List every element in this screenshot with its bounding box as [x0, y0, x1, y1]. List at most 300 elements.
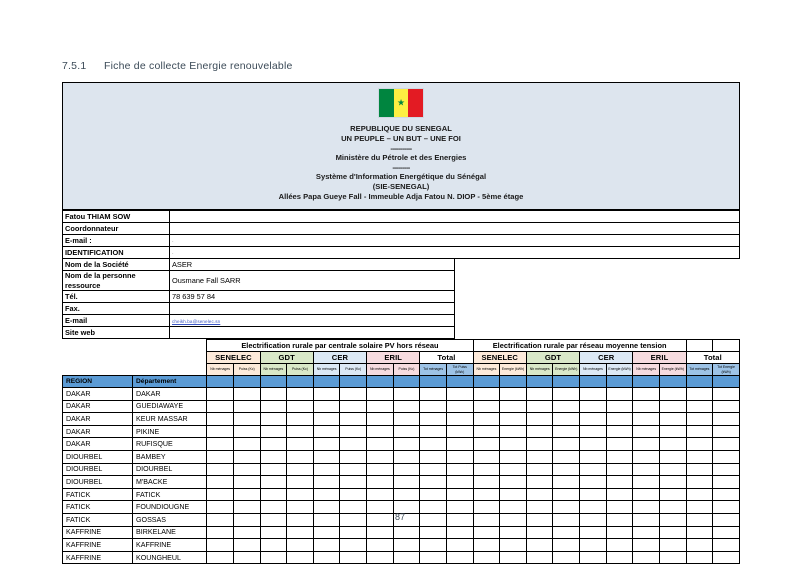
fax-value[interactable]: [170, 303, 455, 315]
data-cell-r11-c16[interactable]: [633, 526, 660, 539]
data-cell-r11-c5[interactable]: [340, 526, 367, 539]
data-cell-r11-c18[interactable]: [686, 526, 713, 539]
data-cell-r12-c13[interactable]: [553, 539, 580, 552]
data-cell-r11-c1[interactable]: [233, 526, 260, 539]
data-cell-r2-c18[interactable]: [686, 413, 713, 426]
data-cell-r12-c10[interactable]: [473, 539, 500, 552]
data-cell-r3-c7[interactable]: [393, 425, 420, 438]
data-cell-r8-c7[interactable]: [393, 488, 420, 501]
data-cell-r13-c18[interactable]: [686, 551, 713, 564]
data-cell-r2-c4[interactable]: [313, 413, 340, 426]
data-cell-r0-c3[interactable]: [287, 388, 314, 401]
data-cell-r7-c19[interactable]: [713, 476, 740, 489]
data-cell-r6-c16[interactable]: [633, 463, 660, 476]
data-cell-r3-c18[interactable]: [686, 425, 713, 438]
data-cell-r0-c4[interactable]: [313, 388, 340, 401]
departement-cell: GUEDIAWAYE: [133, 400, 207, 413]
data-cell-r5-c18[interactable]: [686, 450, 713, 463]
data-cell-r0-c5[interactable]: [340, 388, 367, 401]
data-cell-r3-c15[interactable]: [606, 425, 633, 438]
data-cell-r6-c13[interactable]: [553, 463, 580, 476]
data-cell-r7-c9[interactable]: [446, 476, 473, 489]
region-header-spacer-15: [606, 376, 633, 388]
group-title-mt: Electrification rurale par réseau moyenne tension: [473, 340, 686, 352]
data-cell-r1-c8[interactable]: [420, 400, 447, 413]
data-cell-r11-c0[interactable]: [207, 526, 234, 539]
data-cell-r13-c0[interactable]: [207, 551, 234, 564]
data-cell-r7-c11[interactable]: [500, 476, 527, 489]
data-cell-r12-c1[interactable]: [233, 539, 260, 552]
data-cell-r4-c18[interactable]: [686, 438, 713, 451]
data-cell-r8-c16[interactable]: [633, 488, 660, 501]
data-cell-r7-c2[interactable]: [260, 476, 287, 489]
identification-section-blank: [170, 247, 740, 259]
data-cell-r3-c1[interactable]: [233, 425, 260, 438]
data-cell-r2-c6[interactable]: [367, 413, 394, 426]
data-cell-r8-c11[interactable]: [500, 488, 527, 501]
departement-cell: FOUNDIOUGNE: [133, 501, 207, 514]
data-cell-r3-c10[interactable]: [473, 425, 500, 438]
data-cell-r12-c0[interactable]: [207, 539, 234, 552]
data-cell-r4-c1[interactable]: [233, 438, 260, 451]
data-cell-r2-c9[interactable]: [446, 413, 473, 426]
data-cell-r13-c10[interactable]: [473, 551, 500, 564]
grid-operator-row: [63, 352, 740, 364]
data-cell-r4-c0[interactable]: [207, 438, 234, 451]
data-cell-r12-c3[interactable]: [287, 539, 314, 552]
data-cell-r1-c6[interactable]: [367, 400, 394, 413]
subheader-mt-0: Nb ménages: [473, 364, 500, 376]
data-cell-r1-c18[interactable]: [686, 400, 713, 413]
data-cell-r12-c7[interactable]: [393, 539, 420, 552]
data-cell-r5-c8[interactable]: [420, 450, 447, 463]
data-cell-r13-c15[interactable]: [606, 551, 633, 564]
data-cell-r13-c19[interactable]: [713, 551, 740, 564]
data-cell-r4-c19[interactable]: [713, 438, 740, 451]
data-cell-r8-c12[interactable]: [526, 488, 553, 501]
data-cell-r0-c18[interactable]: [686, 388, 713, 401]
data-cell-r13-c13[interactable]: [553, 551, 580, 564]
data-cell-r11-c17[interactable]: [659, 526, 686, 539]
data-cell-r3-c5[interactable]: [340, 425, 367, 438]
data-cell-r8-c19[interactable]: [713, 488, 740, 501]
data-cell-r7-c14[interactable]: [580, 476, 607, 489]
data-cell-r5-c9[interactable]: [446, 450, 473, 463]
data-cell-r8-c0[interactable]: [207, 488, 234, 501]
data-cell-r0-c12[interactable]: [526, 388, 553, 401]
data-cell-r5-c14[interactable]: [580, 450, 607, 463]
data-cell-r1-c2[interactable]: [260, 400, 287, 413]
data-cell-r5-c12[interactable]: [526, 450, 553, 463]
data-cell-r5-c13[interactable]: [553, 450, 580, 463]
letterhead: [62, 82, 740, 210]
data-cell-r2-c19[interactable]: [713, 413, 740, 426]
subheader-pv-6: Nb ménages: [367, 364, 394, 376]
grid-body: [63, 388, 740, 564]
data-cell-r1-c16[interactable]: [633, 400, 660, 413]
data-cell-r0-c11[interactable]: [500, 388, 527, 401]
data-cell-r2-c0[interactable]: [207, 413, 234, 426]
data-cell-r12-c17[interactable]: [659, 539, 686, 552]
data-cell-r2-c10[interactable]: [473, 413, 500, 426]
data-cell-r4-c7[interactable]: [393, 438, 420, 451]
data-cell-r7-c10[interactable]: [473, 476, 500, 489]
data-cell-r6-c3[interactable]: [287, 463, 314, 476]
data-cell-r1-c14[interactable]: [580, 400, 607, 413]
data-cell-r3-c3[interactable]: [287, 425, 314, 438]
identification-filler: [455, 315, 740, 327]
data-cell-r13-c17[interactable]: [659, 551, 686, 564]
subheader-mt-6: Nb ménages: [633, 364, 660, 376]
identification-filler: [455, 259, 740, 271]
data-cell-r4-c15[interactable]: [606, 438, 633, 451]
data-cell-r2-c8[interactable]: [420, 413, 447, 426]
data-cell-r4-c10[interactable]: [473, 438, 500, 451]
operator-header-mt-eril: ERIL: [633, 352, 686, 364]
data-cell-r13-c8[interactable]: [420, 551, 447, 564]
data-cell-r7-c3[interactable]: [287, 476, 314, 489]
data-cell-r11-c2[interactable]: [260, 526, 287, 539]
data-cell-r1-c1[interactable]: [233, 400, 260, 413]
subheader-pv-9: Tot Puiss (kWc): [446, 364, 473, 376]
data-cell-r7-c5[interactable]: [340, 476, 367, 489]
data-cell-r5-c7[interactable]: [393, 450, 420, 463]
data-cell-r3-c17[interactable]: [659, 425, 686, 438]
data-cell-r1-c9[interactable]: [446, 400, 473, 413]
data-cell-r11-c3[interactable]: [287, 526, 314, 539]
data-cell-r8-c17[interactable]: [659, 488, 686, 501]
table-row: [63, 235, 740, 247]
data-cell-r5-c16[interactable]: [633, 450, 660, 463]
data-cell-r6-c5[interactable]: [340, 463, 367, 476]
data-cell-r5-c2[interactable]: [260, 450, 287, 463]
data-cell-r2-c16[interactable]: [633, 413, 660, 426]
data-cell-r7-c6[interactable]: [367, 476, 394, 489]
data-cell-r2-c2[interactable]: [260, 413, 287, 426]
data-cell-r5-c11[interactable]: [500, 450, 527, 463]
data-cell-r11-c13[interactable]: [553, 526, 580, 539]
data-cell-r12-c2[interactable]: [260, 539, 287, 552]
data-cell-r3-c0[interactable]: [207, 425, 234, 438]
data-cell-r0-c9[interactable]: [446, 388, 473, 401]
data-cell-r7-c1[interactable]: [233, 476, 260, 489]
data-cell-r12-c15[interactable]: [606, 539, 633, 552]
data-cell-r4-c12[interactable]: [526, 438, 553, 451]
data-cell-r7-c18[interactable]: [686, 476, 713, 489]
data-cell-r7-c13[interactable]: [553, 476, 580, 489]
data-cell-r12-c19[interactable]: [713, 539, 740, 552]
data-cell-r4-c3[interactable]: [287, 438, 314, 451]
data-cell-r8-c5[interactable]: [340, 488, 367, 501]
data-cell-r2-c12[interactable]: [526, 413, 553, 426]
data-cell-r6-c7[interactable]: [393, 463, 420, 476]
data-cell-r7-c17[interactable]: [659, 476, 686, 489]
data-cell-r13-c16[interactable]: [633, 551, 660, 564]
subheader-pv-1: Puiss (Kc): [233, 364, 260, 376]
data-cell-r3-c4[interactable]: [313, 425, 340, 438]
site-web-value[interactable]: [170, 327, 455, 339]
data-cell-r2-c1[interactable]: [233, 413, 260, 426]
data-cell-r1-c11[interactable]: [500, 400, 527, 413]
data-cell-r11-c15[interactable]: [606, 526, 633, 539]
subheader-pv-4: Nb ménages: [313, 364, 340, 376]
data-cell-r6-c14[interactable]: [580, 463, 607, 476]
data-cell-r6-c18[interactable]: [686, 463, 713, 476]
data-cell-r1-c13[interactable]: [553, 400, 580, 413]
region-header-spacer-10: [473, 376, 500, 388]
data-cell-r1-c10[interactable]: [473, 400, 500, 413]
data-cell-r1-c3[interactable]: [287, 400, 314, 413]
data-cell-r0-c16[interactable]: [633, 388, 660, 401]
data-cell-r0-c2[interactable]: [260, 388, 287, 401]
data-cell-r4-c16[interactable]: [633, 438, 660, 451]
data-cell-r7-c0[interactable]: [207, 476, 234, 489]
data-cell-r12-c6[interactable]: [367, 539, 394, 552]
data-cell-r4-c14[interactable]: [580, 438, 607, 451]
data-cell-r8-c13[interactable]: [553, 488, 580, 501]
data-cell-r5-c5[interactable]: [340, 450, 367, 463]
data-cell-r1-c5[interactable]: [340, 400, 367, 413]
data-cell-r11-c19[interactable]: [713, 526, 740, 539]
data-cell-r0-c6[interactable]: [367, 388, 394, 401]
data-cell-r13-c14[interactable]: [580, 551, 607, 564]
data-cell-r12-c16[interactable]: [633, 539, 660, 552]
data-cell-r1-c15[interactable]: [606, 400, 633, 413]
email-value-cell[interactable]: [170, 315, 455, 327]
personne-ressource-value[interactable]: Ousmane Fall SARR: [170, 271, 455, 291]
contact-name-label: Fatou THIAM SOW: [63, 211, 170, 223]
email-link[interactable]: cheikh.ba@senelec.sn: [172, 319, 221, 324]
data-cell-r0-c0[interactable]: [207, 388, 234, 401]
region-header-spacer-7: [393, 376, 420, 388]
grid-corner-blank: [133, 352, 207, 364]
letterhead-line-5: (SIE-SENEGAL): [372, 182, 430, 191]
data-cell-r8-c1[interactable]: [233, 488, 260, 501]
data-cell-r11-c8[interactable]: [420, 526, 447, 539]
data-cell-r12-c11[interactable]: [500, 539, 527, 552]
data-cell-r13-c5[interactable]: [340, 551, 367, 564]
region-header-spacer-8: [420, 376, 447, 388]
data-cell-r8-c6[interactable]: [367, 488, 394, 501]
contact-role-blank: [170, 223, 740, 235]
contact-email-blank[interactable]: [170, 235, 740, 247]
subheader-pv-5: Puiss (Kc): [340, 364, 367, 376]
data-cell-r5-c15[interactable]: [606, 450, 633, 463]
data-cell-r6-c12[interactable]: [526, 463, 553, 476]
data-cell-r6-c0[interactable]: [207, 463, 234, 476]
operator-header-pv-cer: CER: [313, 352, 366, 364]
data-cell-r0-c1[interactable]: [233, 388, 260, 401]
data-cell-r7-c16[interactable]: [633, 476, 660, 489]
data-cell-r7-c15[interactable]: [606, 476, 633, 489]
data-cell-r8-c10[interactable]: [473, 488, 500, 501]
departement-cell: BIRKELANE: [133, 526, 207, 539]
data-cell-r5-c0[interactable]: [207, 450, 234, 463]
data-cell-r7-c7[interactable]: [393, 476, 420, 489]
table-row: [63, 303, 740, 315]
telephone-label: Tél.: [63, 291, 170, 303]
data-cell-r8-c18[interactable]: [686, 488, 713, 501]
data-cell-r6-c15[interactable]: [606, 463, 633, 476]
region-cell: DIOURBEL: [63, 450, 133, 463]
letterhead-line-6: Allées Papa Gueye Fall - Immeuble Adja Fatou N. DIOP - 5ème étage: [278, 192, 524, 201]
data-cell-r1-c0[interactable]: [207, 400, 234, 413]
data-cell-r13-c9[interactable]: [446, 551, 473, 564]
data-cell-r7-c12[interactable]: [526, 476, 553, 489]
data-cell-r6-c8[interactable]: [420, 463, 447, 476]
data-cell-r2-c17[interactable]: [659, 413, 686, 426]
data-cell-r6-c6[interactable]: [367, 463, 394, 476]
subheader-pv-0: Nb ménages: [207, 364, 234, 376]
data-cell-r2-c5[interactable]: [340, 413, 367, 426]
data-cell-r3-c12[interactable]: [526, 425, 553, 438]
data-cell-r2-c7[interactable]: [393, 413, 420, 426]
data-cell-r2-c14[interactable]: [580, 413, 607, 426]
data-cell-r13-c1[interactable]: [233, 551, 260, 564]
data-cell-r3-c14[interactable]: [580, 425, 607, 438]
data-cell-r12-c5[interactable]: [340, 539, 367, 552]
table-row: [63, 211, 740, 223]
data-cell-r5-c19[interactable]: [713, 450, 740, 463]
data-cell-r4-c8[interactable]: [420, 438, 447, 451]
data-cell-r11-c14[interactable]: [580, 526, 607, 539]
data-cell-r4-c11[interactable]: [500, 438, 527, 451]
region-header-spacer-11: [500, 376, 527, 388]
data-cell-r3-c2[interactable]: [260, 425, 287, 438]
subheader-pv-7: Puiss (Kc): [393, 364, 420, 376]
data-cell-r8-c8[interactable]: [420, 488, 447, 501]
data-cell-r5-c4[interactable]: [313, 450, 340, 463]
data-cell-r6-c2[interactable]: [260, 463, 287, 476]
data-cell-r2-c13[interactable]: [553, 413, 580, 426]
data-cell-r11-c7[interactable]: [393, 526, 420, 539]
data-cell-r2-c3[interactable]: [287, 413, 314, 426]
flag-band-green: [379, 89, 394, 117]
data-cell-r6-c1[interactable]: [233, 463, 260, 476]
data-cell-r5-c3[interactable]: [287, 450, 314, 463]
data-cell-r4-c2[interactable]: [260, 438, 287, 451]
data-cell-r0-c13[interactable]: [553, 388, 580, 401]
data-cell-r0-c19[interactable]: [713, 388, 740, 401]
data-cell-r6-c19[interactable]: [713, 463, 740, 476]
data-cell-r11-c4[interactable]: [313, 526, 340, 539]
data-cell-r0-c10[interactable]: [473, 388, 500, 401]
grid-corner-blank: [63, 340, 133, 352]
region-cell: KAFFRINE: [63, 551, 133, 564]
departement-cell: DIOURBEL: [133, 463, 207, 476]
data-cell-r8-c3[interactable]: [287, 488, 314, 501]
region-cell: DAKAR: [63, 425, 133, 438]
operator-header-pv-senelec: SENELEC: [207, 352, 260, 364]
data-cell-r5-c17[interactable]: [659, 450, 686, 463]
data-cell-r3-c19[interactable]: [713, 425, 740, 438]
data-cell-r6-c9[interactable]: [446, 463, 473, 476]
data-cell-r6-c17[interactable]: [659, 463, 686, 476]
data-cell-r3-c9[interactable]: [446, 425, 473, 438]
data-cell-r4-c5[interactable]: [340, 438, 367, 451]
data-cell-r11-c12[interactable]: [526, 526, 553, 539]
data-cell-r8-c9[interactable]: [446, 488, 473, 501]
data-cell-r4-c13[interactable]: [553, 438, 580, 451]
data-cell-r12-c18[interactable]: [686, 539, 713, 552]
data-cell-r4-c6[interactable]: [367, 438, 394, 451]
data-cell-r5-c10[interactable]: [473, 450, 500, 463]
data-cell-r8-c2[interactable]: [260, 488, 287, 501]
data-cell-r4-c4[interactable]: [313, 438, 340, 451]
data-cell-r4-c17[interactable]: [659, 438, 686, 451]
data-cell-r2-c15[interactable]: [606, 413, 633, 426]
data-cell-r1-c19[interactable]: [713, 400, 740, 413]
data-cell-r3-c11[interactable]: [500, 425, 527, 438]
data-cell-r4-c9[interactable]: [446, 438, 473, 451]
data-cell-r1-c12[interactable]: [526, 400, 553, 413]
data-cell-r7-c4[interactable]: [313, 476, 340, 489]
data-cell-r8-c14[interactable]: [580, 488, 607, 501]
data-cell-r13-c4[interactable]: [313, 551, 340, 564]
telephone-value[interactable]: 78 639 57 84: [170, 291, 455, 303]
data-cell-r3-c16[interactable]: [633, 425, 660, 438]
data-cell-r6-c4[interactable]: [313, 463, 340, 476]
data-cell-r13-c6[interactable]: [367, 551, 394, 564]
region-header-spacer-5: [340, 376, 367, 388]
operator-header-mt-gdt: GDT: [526, 352, 579, 364]
data-cell-r3-c13[interactable]: [553, 425, 580, 438]
data-cell-r3-c8[interactable]: [420, 425, 447, 438]
group-title-spill-2: [713, 340, 740, 352]
region-header-spacer-3: [287, 376, 314, 388]
data-cell-r1-c7[interactable]: [393, 400, 420, 413]
data-cell-r8-c15[interactable]: [606, 488, 633, 501]
data-cell-r13-c7[interactable]: [393, 551, 420, 564]
data-cell-r12-c9[interactable]: [446, 539, 473, 552]
data-cell-r11-c6[interactable]: [367, 526, 394, 539]
data-cell-r8-c4[interactable]: [313, 488, 340, 501]
subheader-pv-2: Nb ménages: [260, 364, 287, 376]
societe-value[interactable]: ASER: [170, 259, 455, 271]
table-row: [63, 526, 740, 539]
data-cell-r0-c7[interactable]: [393, 388, 420, 401]
data-cell-r5-c1[interactable]: [233, 450, 260, 463]
data-cell-r5-c6[interactable]: [367, 450, 394, 463]
data-cell-r13-c12[interactable]: [526, 551, 553, 564]
data-cell-r13-c3[interactable]: [287, 551, 314, 564]
data-cell-r0-c15[interactable]: [606, 388, 633, 401]
data-cell-r13-c2[interactable]: [260, 551, 287, 564]
data-cell-r11-c10[interactable]: [473, 526, 500, 539]
data-cell-r11-c9[interactable]: [446, 526, 473, 539]
data-cell-r12-c12[interactable]: [526, 539, 553, 552]
data-cell-r12-c8[interactable]: [420, 539, 447, 552]
data-cell-r6-c10[interactable]: [473, 463, 500, 476]
data-cell-r0-c8[interactable]: [420, 388, 447, 401]
data-cell-r3-c6[interactable]: [367, 425, 394, 438]
data-cell-r6-c11[interactable]: [500, 463, 527, 476]
table-row: [63, 259, 740, 271]
data-cell-r1-c4[interactable]: [313, 400, 340, 413]
data-cell-r11-c11[interactable]: [500, 526, 527, 539]
data-cell-r2-c11[interactable]: [500, 413, 527, 426]
subheader-mt-3: Energie (kWh): [553, 364, 580, 376]
data-cell-r12-c14[interactable]: [580, 539, 607, 552]
table-row: [63, 413, 740, 426]
data-cell-r12-c4[interactable]: [313, 539, 340, 552]
table-row: [63, 438, 740, 451]
data-cell-r1-c17[interactable]: [659, 400, 686, 413]
data-cell-r0-c17[interactable]: [659, 388, 686, 401]
data-cell-r7-c8[interactable]: [420, 476, 447, 489]
data-cell-r13-c11[interactable]: [500, 551, 527, 564]
data-cell-r0-c14[interactable]: [580, 388, 607, 401]
